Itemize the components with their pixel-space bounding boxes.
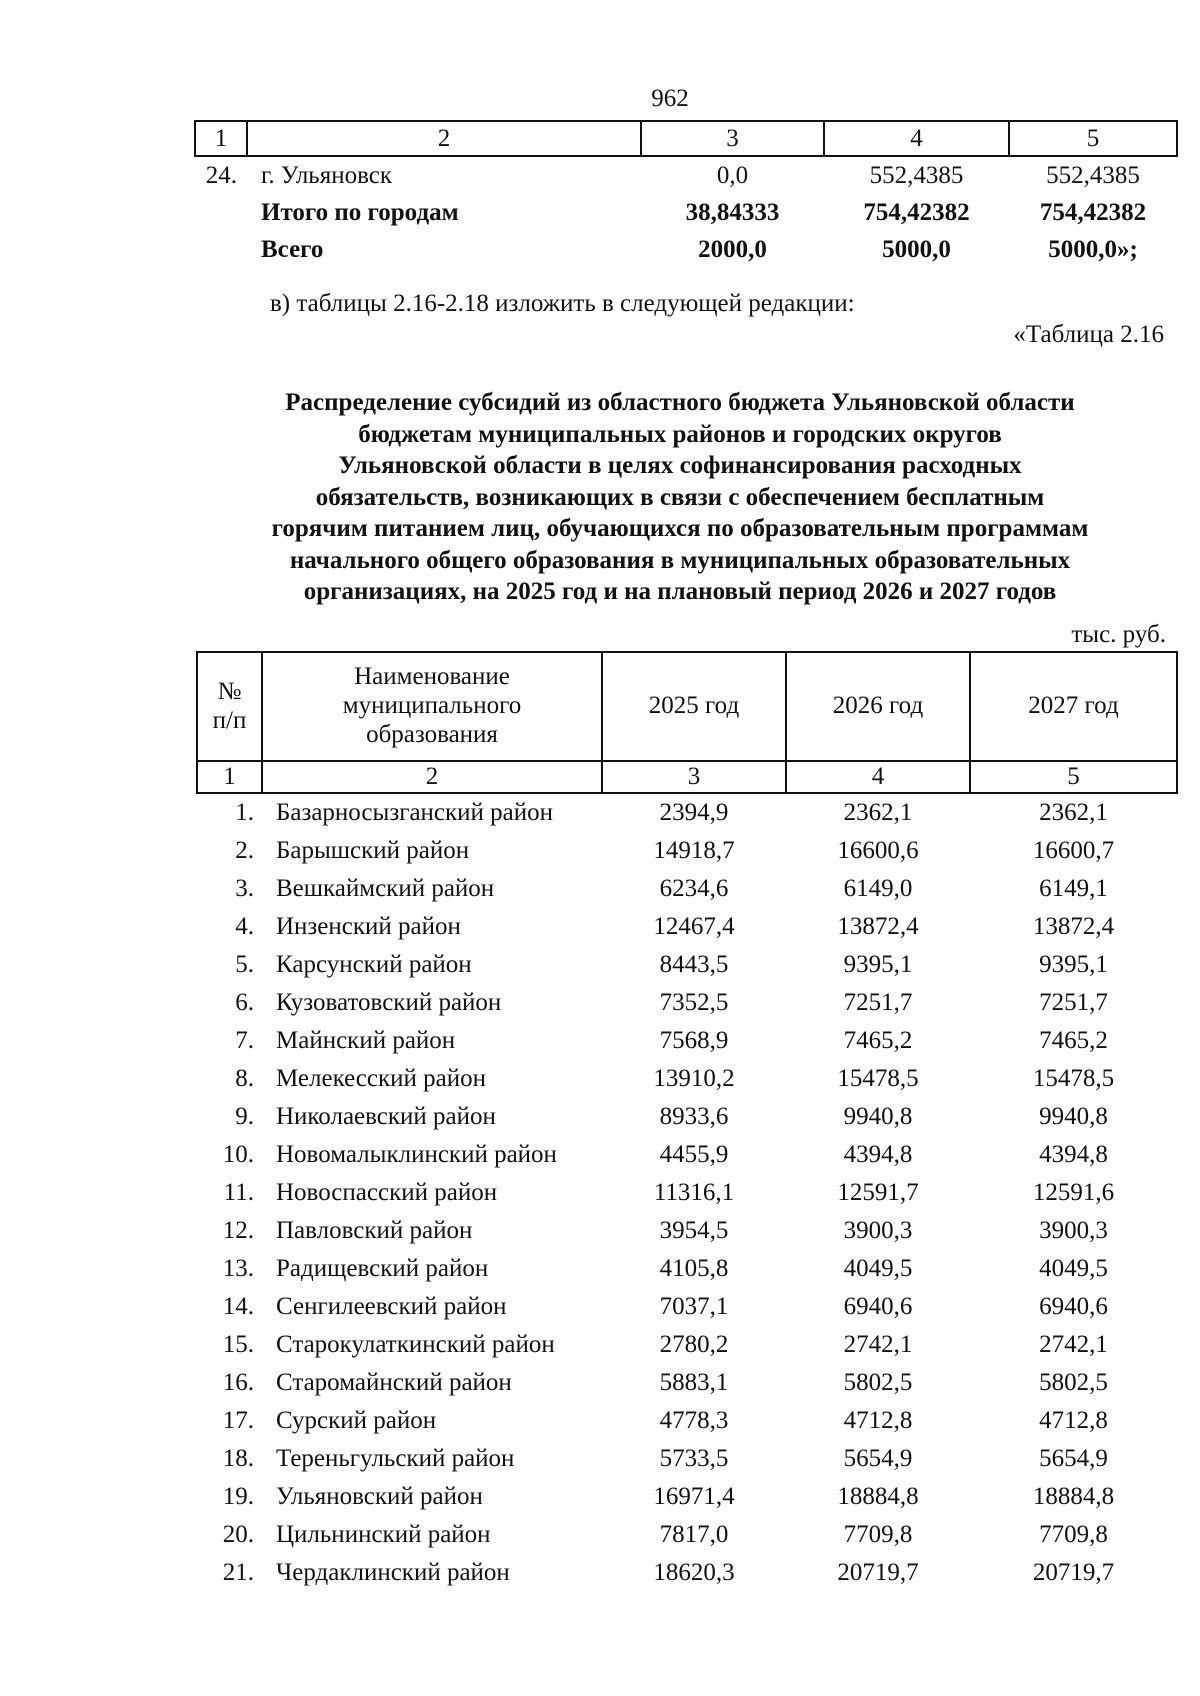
column-number: 3 [602,761,786,793]
table-row [197,1212,1177,1250]
municipality-name: Итого по городам [261,198,459,226]
value-2027: 16600,7 [1032,837,1115,864]
value-2025: 13910,2 [653,1065,735,1092]
value-2026: 7465,2 [843,1027,913,1054]
value-2026: 6149,0 [843,875,913,902]
table-row [197,1516,1177,1554]
value-2027: 4712,8 [1039,1407,1108,1434]
value-2025: 4778,3 [659,1407,729,1434]
value-2027: 6940,6 [1039,1293,1108,1320]
header-number-line: № [217,677,242,705]
value-2027: 6149,1 [1039,875,1108,902]
header-row [197,652,1177,761]
table-row [197,1478,1177,1516]
table-row [197,984,1177,1022]
table-row [195,231,1177,268]
value-2025: 12467,4 [653,913,735,940]
municipality-name: Павловский район [276,1217,473,1244]
municipality-name: Радищевский район [276,1255,489,1282]
value-2025: 7037,1 [659,1293,729,1320]
value-2025: 18620,3 [653,1559,735,1586]
value-2025: 8933,6 [659,1103,729,1130]
value-2025: 5733,5 [659,1445,729,1472]
row-number: 2. [235,837,254,864]
municipality-name: Ульяновский район [276,1483,483,1510]
amendment-instruction: в) таблицы 2.16-2.18 изложить в следующей редакции: [270,290,855,317]
row-number: 7. [235,1027,254,1054]
column-number: 3 [641,121,824,156]
continued-column-numbers-row [195,121,1177,156]
table-row [197,1364,1177,1402]
municipality-name: Инзенский район [276,913,461,940]
value-2025: 2000,0 [698,235,767,263]
row-number: 19. [222,1483,254,1510]
value-2027: 15478,5 [1032,1065,1115,1092]
value-2027: 9395,1 [1039,951,1108,978]
header-name-line: Наименование [354,663,510,691]
value-2025: 7817,0 [659,1521,729,1548]
value-2026: 2742,1 [843,1331,913,1358]
title-line: организациях, на 2025 год и на плановый период 2026 и 2027 годов [303,578,1057,605]
header-number-line: п/п [212,706,247,734]
value-2027: 20719,7 [1032,1559,1115,1586]
table-row [197,1098,1177,1136]
column-number: 4 [786,761,970,793]
value-2025: 7568,9 [659,1027,729,1054]
value-2025: 0,0 [716,161,749,189]
row-number: 1. [235,799,254,826]
municipality-name: Новомалыклинский район [276,1141,557,1168]
value-2025: 4105,8 [659,1255,729,1282]
table-row [197,1440,1177,1478]
units-label: тыс. руб. [1071,621,1166,648]
column-number: 5 [970,761,1177,793]
municipality-name: Цильнинский район [276,1521,491,1548]
value-2025: 16971,4 [653,1483,735,1510]
table-row [197,1554,1177,1592]
row-number: 5. [235,951,254,978]
value-2027: 5802,5 [1039,1369,1108,1396]
value-2027: 5000,0»; [1048,235,1138,263]
row-number: 4. [235,913,254,940]
value-2025: 5883,1 [659,1369,729,1396]
municipality-name: Старомайнский район [276,1369,512,1396]
value-2027: 5654,9 [1039,1445,1108,1472]
value-2026: 3900,3 [843,1217,913,1244]
table-row [197,1326,1177,1364]
title-line: горячим питанием лиц, обучающихся по образовательным программам [271,515,1089,542]
header-name [262,652,602,761]
row-number: 14. [222,1293,254,1320]
municipality-name: Николаевский район [276,1103,496,1130]
continued-table [194,120,1178,268]
value-2026: 9940,8 [843,1103,913,1130]
table-row [197,1250,1177,1288]
value-2025: 7352,5 [659,989,729,1016]
row-number: 6. [235,989,254,1016]
row-number: 17. [222,1407,254,1434]
municipality-name: Базарносызганский район [276,799,554,826]
value-2025: 6234,6 [659,875,729,902]
value-2027: 9940,8 [1039,1103,1108,1130]
table-row [195,156,1177,194]
column-number: 4 [824,121,1009,156]
value-2025: 14918,7 [653,837,735,864]
table-row [197,870,1177,908]
subsidy-table-body [197,793,1177,1592]
column-number: 1 [195,121,247,156]
value-2027: 7251,7 [1039,989,1108,1016]
continued-table-body [195,156,1177,268]
table-row [197,1060,1177,1098]
value-2026: 20719,7 [837,1559,919,1586]
value-2025: 2780,2 [659,1331,729,1358]
column-number: 1 [197,761,262,793]
value-2026: 7709,8 [843,1521,913,1548]
header-number [197,652,262,761]
row-number: 3. [235,875,254,902]
municipality-name: Всего [261,235,324,263]
value-2027: 13872,4 [1032,913,1115,940]
column-number: 2 [262,761,602,793]
municipality-name: Карсунский район [276,951,472,978]
row-number [195,194,247,231]
value-2027: 4049,5 [1039,1255,1108,1282]
column-numbers-row [197,761,1177,793]
subsidy-table [196,651,1178,1592]
municipality-name: Вешкаймский район [276,875,495,902]
table-label: «Таблица 2.16 [1013,321,1164,348]
table-row [197,1288,1177,1326]
row-number: 16. [222,1369,254,1396]
table-row [197,1402,1177,1440]
column-number: 2 [247,121,641,156]
row-number: 20. [222,1521,254,1548]
value-2025: 11316,1 [653,1179,735,1206]
row-number [195,231,247,268]
municipality-name: Чердаклинский район [276,1559,510,1586]
municipality-name: Кузоватовский район [276,989,502,1016]
value-2025: 2394,9 [659,799,729,826]
table-row [197,1136,1177,1174]
row-number: 10. [222,1141,254,1168]
table-row [197,908,1177,946]
value-2027: 2742,1 [1039,1331,1108,1358]
value-2027: 3900,3 [1039,1217,1108,1244]
row-number: 13. [222,1255,254,1282]
value-2026: 6940,6 [843,1293,913,1320]
title-line: бюджетам муниципальных районов и городских округов [358,420,1002,448]
value-2025: 3954,5 [659,1217,729,1244]
table-row [197,832,1177,870]
row-number: 18. [222,1445,254,1472]
title-line: обязательств, возникающих в связи с обеспечением бесплатным [315,483,1045,511]
title-line: Распределение субсидий из областного бюджета Ульяновской области [285,389,1075,416]
title-line: Ульяновской области в целях софинансирования расходных [338,452,1022,479]
row-number: 9. [235,1103,254,1130]
title-line: начального общего образования в муниципальных образовательных [289,546,1071,574]
municipality-name: Барышский район [276,837,470,864]
value-2027: 2362,1 [1039,799,1108,826]
value-2025: 4455,9 [659,1141,729,1168]
value-2026: 4049,5 [843,1255,913,1282]
table-row [197,1022,1177,1060]
table-row [197,1174,1177,1212]
header-name-line: муниципального [342,692,522,720]
value-2027: 754,42382 [1039,198,1147,226]
value-2025: 8443,5 [659,951,729,978]
municipality-name: Сенгилеевский район [276,1293,507,1320]
value-2027: 552,4385 [1046,161,1140,189]
value-2027: 12591,6 [1032,1179,1115,1206]
value-2026: 16600,6 [837,837,919,864]
table-row [197,793,1177,832]
page-number: 962 [651,85,689,112]
value-2026: 9395,1 [843,951,913,978]
row-number: 11. [223,1179,254,1206]
value-2026: 2362,1 [843,799,913,826]
value-2026: 18884,8 [837,1483,919,1510]
value-2026: 15478,5 [837,1065,919,1092]
value-2026: 5802,5 [843,1369,913,1396]
column-number: 5 [1009,121,1177,156]
value-2026: 552,4385 [869,161,964,189]
value-2026: 7251,7 [843,989,913,1016]
value-2026: 5654,9 [843,1445,913,1472]
value-2026: 754,42382 [863,198,970,226]
municipality-name: Старокулаткинский район [276,1331,555,1358]
row-number: 15. [222,1331,254,1358]
value-2026: 12591,7 [837,1179,919,1206]
header-2026: 2026 год [786,652,970,761]
value-2026: 5000,0 [882,235,951,263]
value-2026: 4394,8 [843,1141,913,1168]
value-2027: 18884,8 [1032,1483,1115,1510]
value-2025: 38,84333 [685,198,780,226]
row-number: 12. [222,1217,254,1244]
table-row [197,946,1177,984]
value-2026: 4712,8 [843,1407,913,1434]
municipality-name: Майнский район [276,1027,456,1054]
row-number: 21. [222,1559,254,1586]
row-number: 24. [205,161,237,189]
header-name-line: образования [366,720,498,748]
municipality-name: Тереньгульский район [276,1445,515,1472]
value-2027: 7465,2 [1039,1027,1108,1054]
municipality-name: Мелекесский район [276,1065,487,1092]
value-2027: 4394,8 [1039,1141,1108,1168]
row-number: 8. [235,1065,254,1092]
municipality-name: Сурский район [276,1407,437,1434]
value-2027: 7709,8 [1039,1521,1108,1548]
table-title [200,387,1160,608]
header-2027: 2027 год [970,652,1177,761]
municipality-name: г. Ульяновск [261,161,392,189]
header-2025: 2025 год [602,652,786,761]
municipality-name: Новоспасский район [276,1179,498,1206]
value-2026: 13872,4 [837,913,919,940]
table-row [195,194,1177,231]
